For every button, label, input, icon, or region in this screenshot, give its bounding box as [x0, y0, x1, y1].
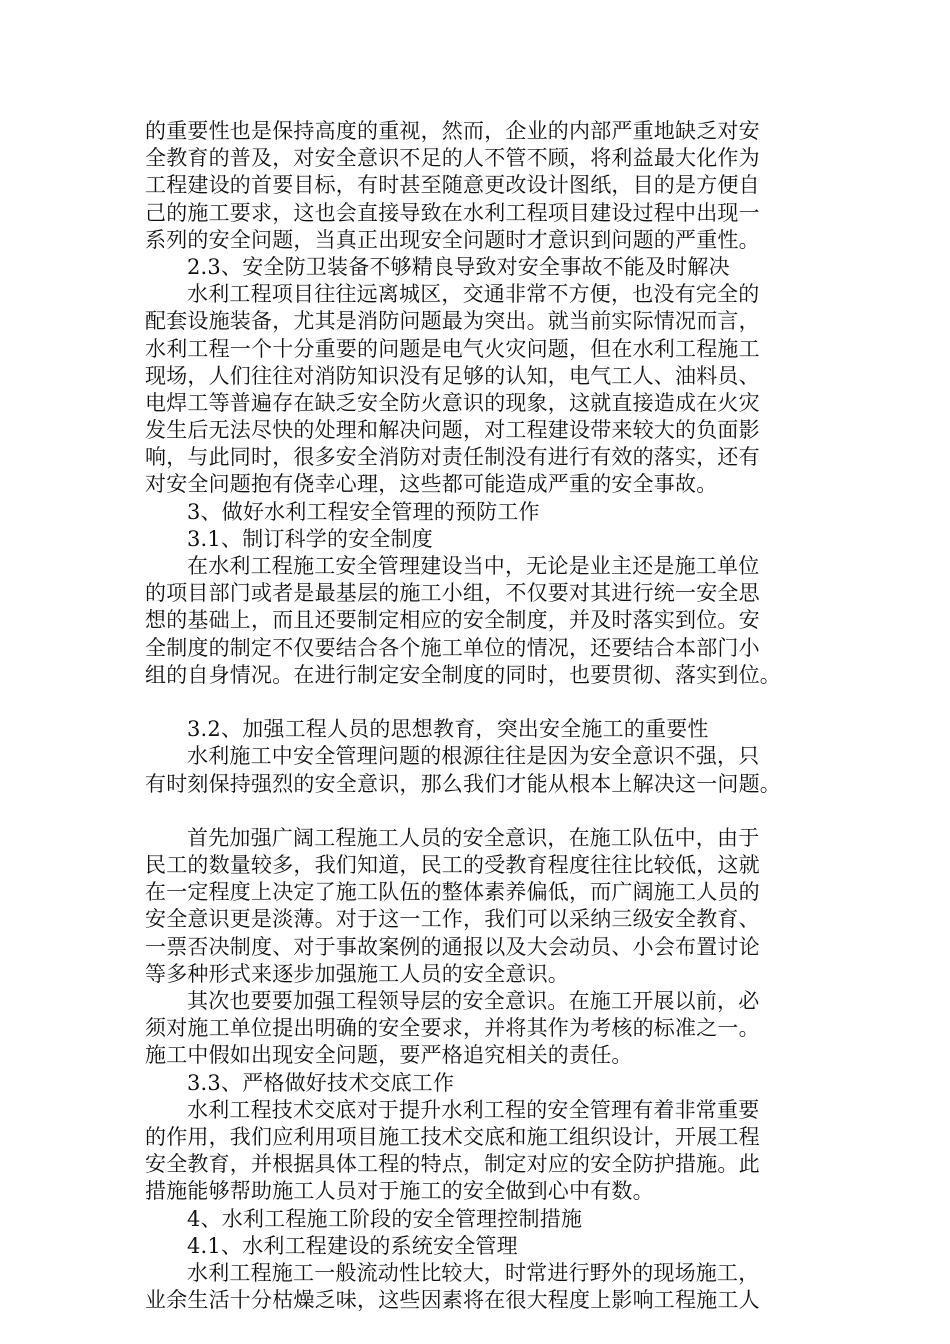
text-line: 其次也要要加强工程领导层的安全意识。在施工开展以前，必	[187, 989, 760, 1013]
text-line: 3.1、制订科学的安全制度	[187, 526, 433, 551]
text-line: 2.3、安全防卫装备不够精良导致对安全事故不能及时解决	[187, 254, 730, 279]
text-line: 组的自身情况。在进行制定安全制度的同时，也要贯彻、落实到位。	[145, 662, 781, 687]
text-line: 系列的安全问题，当真正出现安全问题时才意识到问题的严重性。	[145, 227, 760, 252]
text-line: 对安全问题抱有侥幸心理，这些都可能造成严重的安全事故。	[145, 472, 718, 497]
text-line: 的作用，我们应利用项目施工技术交底和施工组织设计，开展工程	[145, 1124, 760, 1149]
document-body	[145, 118, 811, 1314]
text-line: 首先加强广阔工程施工人员的安全意识，在施工队伍中，由于	[187, 825, 760, 850]
text-line: 安全教育，并根据具体工程的特点，制定对应的安全防护措施。此	[145, 1152, 760, 1177]
text-line: 发生后无法尽快的处理和解决问题，对工程建设带来较大的负面影	[145, 418, 760, 443]
text-line: 水利工程一个十分重要的问题是电气火灾问题，但在水利工程施工	[145, 336, 760, 361]
text-line: 水利工程施工一般流动性比较大，时常进行野外的现场施工，	[187, 1260, 760, 1285]
text-line: 在一定程度上决定了施工队伍的整体素养偏低，而广阔施工人员的	[145, 880, 760, 905]
text-line: 一票否决制度、对于事故案例的通报以及大会动员、小会布置讨论	[145, 934, 760, 959]
text-line: 配套设施装备，尤其是消防问题最为突出。就当前实际情况而言，	[145, 309, 760, 334]
text-line: 3.2、加强工程人员的思想教育，突出安全施工的重要性	[187, 717, 709, 742]
text-line: 的重要性也是保持高度的重视，然而，企业的内部严重地缺乏对安	[145, 119, 760, 143]
text-line: 的项目部门或者是最基层的施工小组，不仅要对其进行统一安全思	[145, 581, 760, 606]
text-line: 施工中假如出现安全问题，要严格追究相关的责任。	[145, 1043, 633, 1068]
text-line: 3、做好水利工程安全管理的预防工作	[187, 499, 540, 524]
text-line: 电焊工等普遍存在缺乏安全防火意识的现象，这就直接造成在火灾	[145, 390, 760, 415]
text-line: 水利施工中安全管理问题的根源往往是因为安全意识不强，只	[187, 744, 760, 769]
text-line: 民工的数量较多，我们知道，民工的受教育程度往往比较低，这就	[145, 853, 760, 878]
text-line: 工程建设的首要目标，有时甚至随意更改设计图纸，目的是方便自	[145, 173, 760, 198]
text-line: 3.3、严格做好技术交底工作	[187, 1070, 455, 1095]
text-line: 在水利工程施工安全管理建设当中，无论是业主还是施工单位	[187, 554, 760, 578]
text-line: 业余生活十分枯燥乏味，这些因素将在很大程度上影响工程施工人	[145, 1288, 760, 1313]
blank-line	[145, 689, 811, 716]
text-line: 4.1、水利工程建设的系统安全管理	[187, 1233, 518, 1258]
blank-line	[145, 798, 811, 825]
text-line: 安全意识更是淡薄。对于这一工作，我们可以采纳三级安全教育、	[145, 907, 760, 932]
text-line: 全制度的制定不仅要结合各个施工单位的情况，还要结合本部门小	[145, 635, 760, 660]
text-line: 全教育的普及，对安全意识不足的人不管不顾，将利益最大化作为	[145, 146, 760, 171]
text-line: 有时刻保持强烈的安全意识，那么我们才能从根本上解决这一问题。	[145, 771, 781, 796]
text-line: 己的施工要求，这也会直接导致在水利工程项目建设过程中出现一	[145, 200, 760, 225]
text-line: 4、水利工程施工阶段的安全管理控制措施	[187, 1206, 583, 1231]
text-line: 想的基础上，而且还要制定相应的安全制度，并及时落实到位。安	[145, 608, 760, 633]
text-line: 水利工程项目往往远离城区，交通非常不方便，也没有完全的	[187, 282, 760, 307]
text-line: 水利工程技术交底对于提升水利工程的安全管理有着非常重要	[187, 1097, 760, 1122]
text-line: 措施能够帮助施工人员对于施工的安全做到心中有数。	[145, 1179, 654, 1204]
text-line: 现场，人们往往对消防知识没有足够的认知，电气工人、油料员、	[145, 363, 760, 388]
text-line: 响，与此同时，很多安全消防对责任制没有进行有效的落实，还有	[145, 445, 760, 470]
text-line: 须对施工单位提出明确的安全要求，并将其作为考核的标准之一。	[145, 1016, 760, 1041]
text-line: 等多种形式来逐步加强施工人员的安全意识。	[145, 961, 569, 986]
